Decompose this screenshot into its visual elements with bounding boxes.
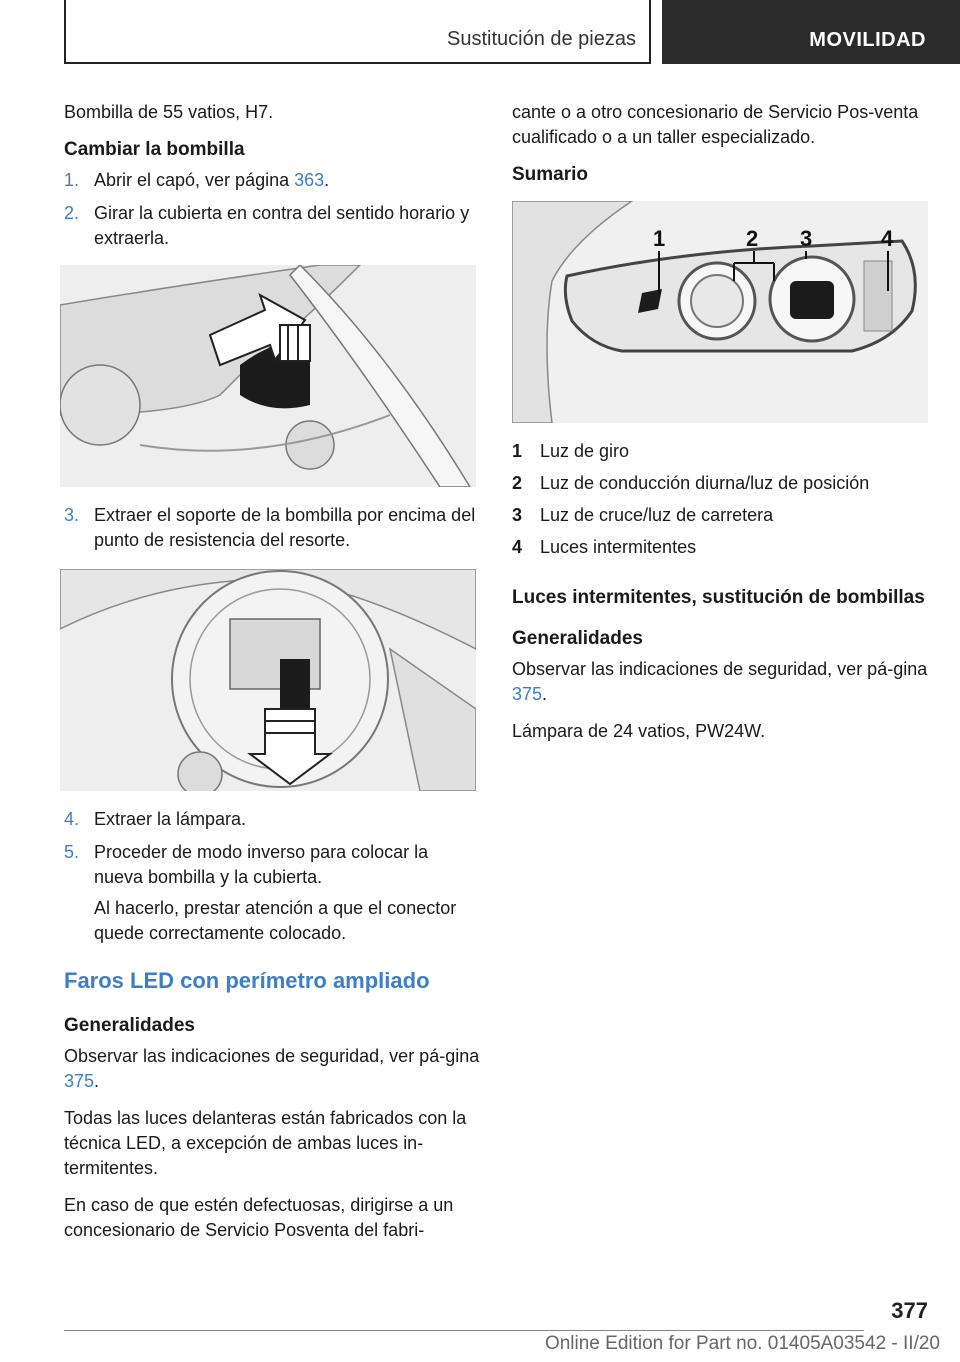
legend-number: 2 (512, 473, 523, 493)
header-left-rule (64, 0, 66, 64)
legend-item (512, 503, 928, 535)
change-bulb-heading: Cambiar la bombilla (64, 139, 245, 160)
defect-info: En caso de que estén defectuosas, dirigirse a un concesionario de Servicio Posventa del fabri‐ (64, 1195, 454, 1240)
general-heading-right: Generalidades (512, 628, 643, 649)
step-4 (64, 807, 480, 832)
legend-label: Luz de cruce/luz de carretera (540, 505, 774, 525)
section-title: Faros LED con perímetro ampliado (64, 968, 430, 993)
header-section-title: Sustitución de piezas (446, 28, 636, 50)
footer-rule (64, 1330, 864, 1331)
step-text: Abrir el capó, ver página (94, 170, 295, 190)
legend-label: Luz de giro (540, 441, 630, 461)
safety-text-end: . (94, 1071, 100, 1091)
step-text: Proceder de modo inverso para colocar la nueva bombilla y la cubierta. (94, 842, 429, 887)
general-heading: Generalidades (64, 1015, 195, 1036)
edition-info: Online Edition for Part no. 01405A03542 - II/20 (544, 1333, 940, 1354)
safety-text-end: . (542, 684, 548, 704)
legend-number: 4 (512, 537, 523, 557)
legend-number: 1 (512, 441, 523, 461)
summary-heading: Sumario (512, 164, 589, 185)
header-mid-rule (649, 0, 651, 64)
page-link[interactable]: 375 (64, 1071, 95, 1091)
indicator-heading: Luces intermitentes, sustitución de bombillas (512, 587, 925, 608)
safety-reference-right (512, 657, 928, 707)
callout-4: 4 (881, 226, 894, 251)
chapter-tab (662, 0, 960, 64)
step-number: 2. (64, 203, 80, 223)
cover-removal-illustration (60, 265, 476, 487)
step-2 (64, 201, 480, 251)
callout-3: 3 (800, 226, 813, 251)
step-number: 1. (64, 170, 80, 190)
step-1 (64, 168, 480, 193)
legend-number: 3 (512, 505, 523, 525)
bulb-spec: Bombilla de 55 vatios, H7. (64, 102, 274, 122)
legend-label: Luz de conducción diurna/luz de posición (540, 473, 870, 493)
chapter-tab-label: MOVILIDAD (809, 29, 926, 51)
safety-reference (64, 1044, 480, 1094)
led-info: Todas las luces delanteras están fabricados con la técnica LED, a excepción de ambas luces in‐termitentes. (64, 1108, 467, 1178)
legend-label: Luces intermitentes (540, 537, 697, 557)
headlight-overview-illustration (512, 201, 928, 423)
component-legend (512, 439, 928, 567)
legend-item (512, 439, 928, 471)
step-5 (64, 840, 480, 946)
step-3 (64, 503, 480, 553)
legend-item (512, 535, 928, 567)
lamp-spec: Lámpara de 24 vatios, PW24W. (512, 721, 766, 741)
header-bottom-rule (64, 62, 650, 64)
callout-2: 2 (746, 226, 759, 251)
bulb-holder-illustration (60, 569, 476, 791)
callout-1: 1 (653, 226, 666, 251)
continuation-text: cante o a otro concesionario de Servicio Pos‐venta cualificado o a un taller especializado. (512, 102, 919, 147)
step-number: 4. (64, 809, 80, 829)
left-column (64, 100, 480, 1255)
legend-item (512, 471, 928, 503)
step-number: 5. (64, 842, 80, 862)
step-number: 3. (64, 505, 80, 525)
page-number: 377 (891, 1298, 928, 1323)
safety-text: Observar las indicaciones de seguridad, ver pá‐gina (512, 659, 928, 679)
page-link[interactable]: 375 (512, 684, 543, 704)
step-continuation: Al hacerlo, prestar atención a que el conector quede correctamente colocado. (94, 898, 457, 943)
step-text: Girar la cubierta en contra del sentido horario y extraerla. (94, 203, 470, 248)
page-link[interactable]: 363 (294, 170, 325, 190)
step-text-end: . (324, 170, 330, 190)
safety-text: Observar las indicaciones de seguridad, ver pá‐gina (64, 1046, 480, 1066)
right-column (512, 100, 928, 756)
step-text: Extraer el soporte de la bombilla por encima del punto de resistencia del resorte. (94, 505, 476, 550)
step-text: Extraer la lámpara. (94, 809, 247, 829)
